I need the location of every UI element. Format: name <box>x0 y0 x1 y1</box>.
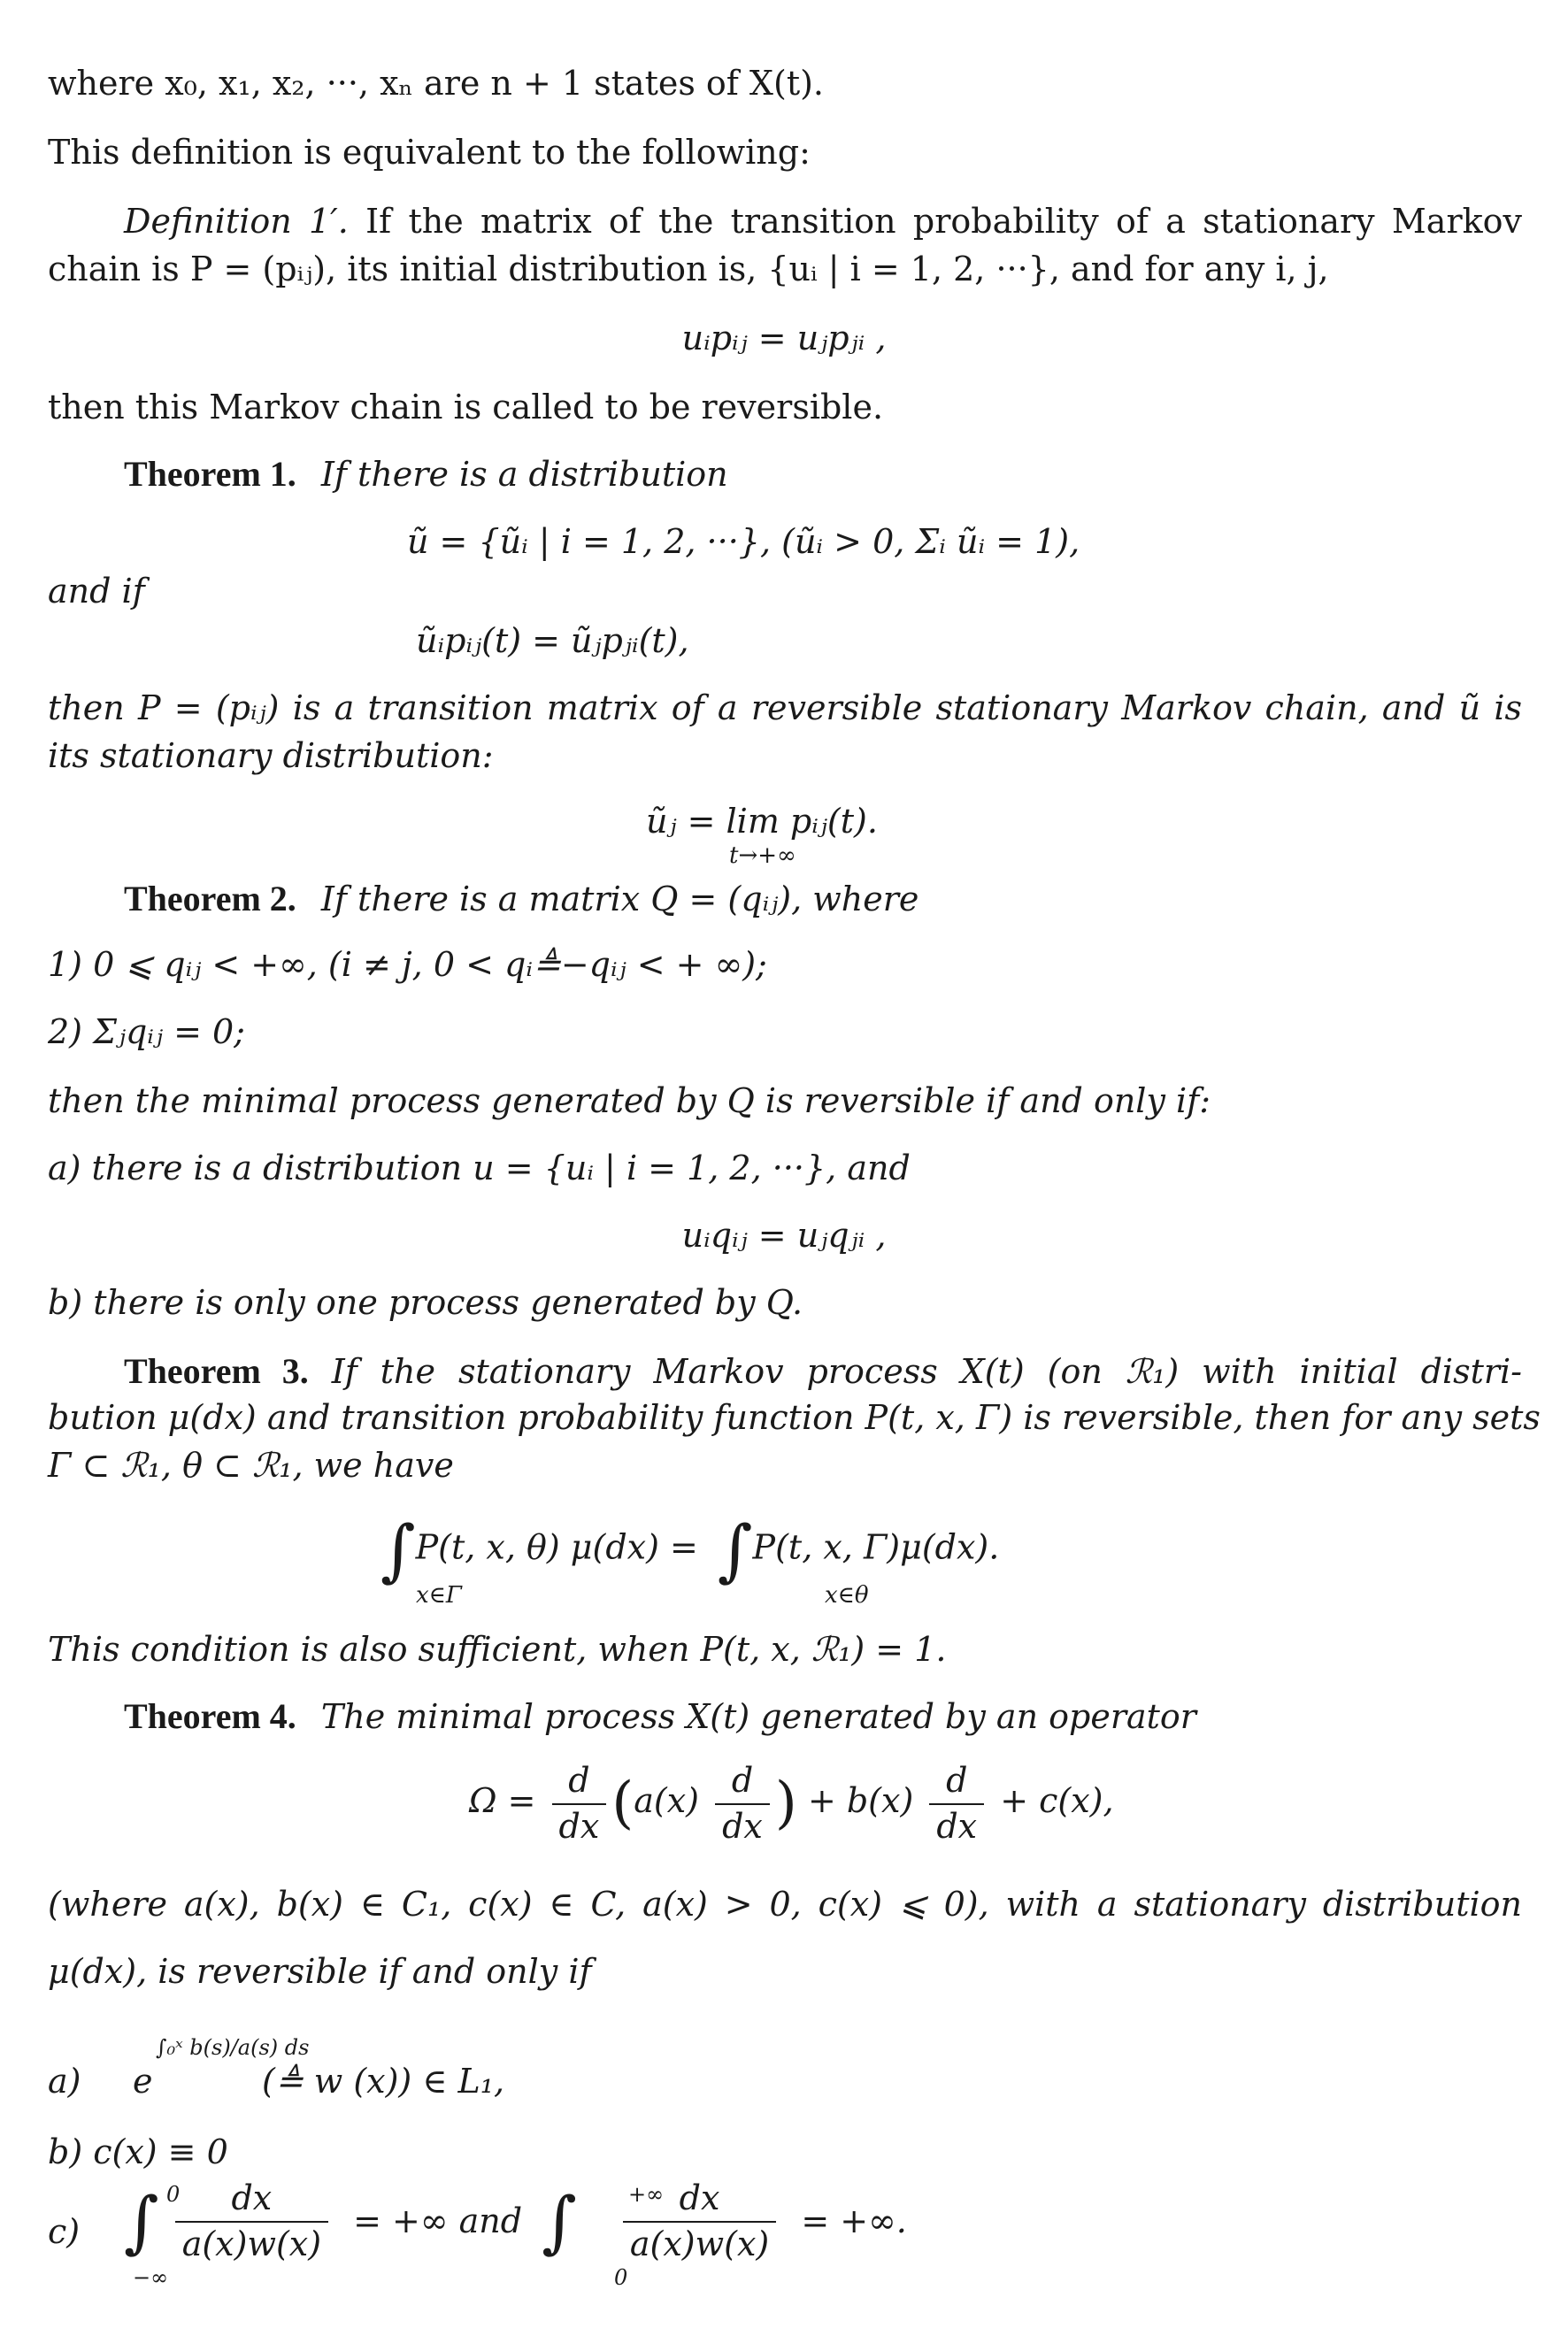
theorem-3-condition: This condition is also sufficient, when P(t, x, ℛ₁) = 1. <box>48 1630 947 1669</box>
theorem-1-intro: If there is a distribution <box>320 455 728 494</box>
theorem-2-heading <box>124 878 919 920</box>
item-c-end: = +∞. <box>801 2201 907 2240</box>
theorem-4-item-b: b) c(x) ≡ 0 <box>48 2132 228 2171</box>
theorem-2-item-b: b) there is only one process generated by Q. <box>48 1283 803 1322</box>
fraction-d-dx-3: $\frac{d}{dx}$ <box>929 1761 984 1847</box>
integral-c1-upper: 0 <box>166 2182 181 2207</box>
coefficient-a: a(x) <box>634 1781 700 1821</box>
integral-sign-c2: ∫ <box>542 2181 577 2261</box>
theorem-4-item-a-label: a) <box>48 2062 81 2101</box>
theorem-1-equation-2: ũᵢpᵢⱼ(t) = ũⱼpⱼᵢ(t), <box>416 621 689 660</box>
definition-label: Definition 1′. <box>124 202 349 241</box>
limit-subscript: t→+∞ <box>729 842 796 869</box>
theorem-4-where-line-1: (where a(x), b(x) ∈ C₁, c(x) ∈ C, a(x) > 0, c(x) ⩽ 0), with a stationary distribution <box>48 1885 1522 1924</box>
theorem-1-heading <box>124 453 728 496</box>
fraction-d-dx-2: $\frac{d}{dx}$ <box>715 1761 770 1847</box>
theorem-3-line-1 <box>124 1350 1522 1393</box>
theorem-4-item-a-rest: (≜ w (x)) ∈ L₁, <box>262 2062 505 2101</box>
integral-left: P(t, x, θ) μ(dx) = <box>415 1527 698 1567</box>
integral-right: P(t, x, Γ)μ(dx). <box>752 1527 1000 1567</box>
theorem-4-where-line-2: μ(dx), is reversible if and only if <box>48 1952 592 1991</box>
theorem-1-and-if: and if <box>48 572 145 611</box>
fraction-d-dx-1: $\frac{d}{dx}$ <box>552 1761 607 1847</box>
theorem-2-intro: If there is a matrix Q = (qᵢⱼ), where <box>320 880 919 918</box>
integral-c2-lower: 0 <box>614 2265 628 2290</box>
definition-line-2: chain is P = (pᵢⱼ), its initial distribution is, {uᵢ | i = 1, 2, ···}, and for any i, j, <box>48 250 1329 288</box>
theorem-3-label: Theorem 3. <box>124 1351 309 1391</box>
integral-c2-upper: +∞ <box>628 2182 665 2207</box>
definition-conclusion: then this Markov chain is called to be reversible. <box>48 388 884 426</box>
theorem-4-item-c-expression <box>124 2178 907 2264</box>
integral-left-subscript: x∈Γ <box>416 1582 462 1609</box>
definition-line-1 <box>124 202 1522 242</box>
coefficient-c: + c(x), <box>1000 1781 1114 1821</box>
theorem-3-line-2: bution μ(dx) and transition probability function P(t, x, Γ) is reversible, then for any sets <box>48 1398 1541 1437</box>
coefficient-b: + b(x) <box>807 1781 914 1821</box>
theorem-2-condition-1: 1) 0 ⩽ qᵢⱼ < +∞, (i ≠ j, 0 < qᵢ≜−qᵢⱼ < + ∞); <box>48 945 767 984</box>
theorem-3-text: If the stationary Markov process X(t) (on ℛ₁) with initial distri- <box>331 1352 1522 1391</box>
theorem-4-label: Theorem 4. <box>124 1696 296 1736</box>
theorem-2-label: Theorem 2. <box>124 879 296 918</box>
theorem-3-integral-equation <box>380 1510 1000 1589</box>
theorem-2-equation: uᵢqᵢⱼ = uⱼqⱼᵢ , <box>681 1216 887 1255</box>
exponential-base: e <box>133 2062 153 2101</box>
text-line-equivalent: This definition is equivalent to the following: <box>48 133 811 172</box>
item-c-middle: = +∞ and <box>353 2201 523 2240</box>
theorem-4-item-c-label: c) <box>48 2212 81 2251</box>
definition-text: If the matrix of the transition probability of a stationary Markov <box>365 202 1522 241</box>
theorem-4-intro: The minimal process X(t) generated by an operator <box>320 1697 1196 1736</box>
theorem-1-equation-1: ũ = {ũᵢ | i = 1, 2, ···}, (ũᵢ > 0, Σᵢ ũᵢ = 1), <box>407 522 1080 561</box>
theorem-1-then-line-1: then P = (pᵢⱼ) is a transition matrix of a reversible stationary Markov chain, and ũ is <box>48 688 1522 727</box>
integral-sign-left: ∫ <box>380 1510 416 1589</box>
integral-sign-c1: ∫ <box>124 2181 159 2261</box>
fraction-c2: $\frac{dx}{a(x)w(x)}$ <box>623 2178 776 2264</box>
fraction-c1: $\frac{dx}{a(x)w(x)}$ <box>175 2178 328 2264</box>
definition-equation: uᵢpᵢⱼ = uⱼpⱼᵢ , <box>681 319 887 357</box>
theorem-1-label: Theorem 1. <box>124 454 296 494</box>
exponential-exponent: ∫₀ˣ b(s)/a(s) ds <box>156 2035 310 2060</box>
theorem-2-item-a: a) there is a distribution u = {uᵢ | i = 1, 2, ···}, and <box>48 1149 911 1187</box>
theorem-2-condition-2: 2) Σⱼqᵢⱼ = 0; <box>48 1012 245 1051</box>
theorem-1-limit-equation <box>646 802 878 842</box>
limit-expression: ũⱼ = lim pᵢⱼ(t). <box>646 802 878 841</box>
theorem-3-line-3: Γ ⊂ ℛ₁, θ ⊂ ℛ₁, we have <box>48 1446 454 1485</box>
theorem-4-heading <box>124 1695 1196 1738</box>
operator-symbol: Ω = <box>469 1781 536 1821</box>
integral-sign-right: ∫ <box>717 1510 753 1589</box>
integral-right-subscript: x∈θ <box>825 1582 869 1609</box>
theorem-1-then-line-2: its stationary distribution: <box>48 736 494 775</box>
integral-c1-lower: −∞ <box>133 2265 169 2290</box>
theorem-2-then: then the minimal process generated by Q is reversible if and only if: <box>48 1081 1211 1120</box>
operator-equation: Ω = $\frac{d}{dx}$ (a(x) $\frac{d}{dx}$ ) + b(x) $\frac{d}{dx}$ + c(x), <box>469 1761 1114 1846</box>
text-line-states: where x₀, x₁, x₂, ···, xₙ are n + 1 states of X(t). <box>48 64 824 103</box>
